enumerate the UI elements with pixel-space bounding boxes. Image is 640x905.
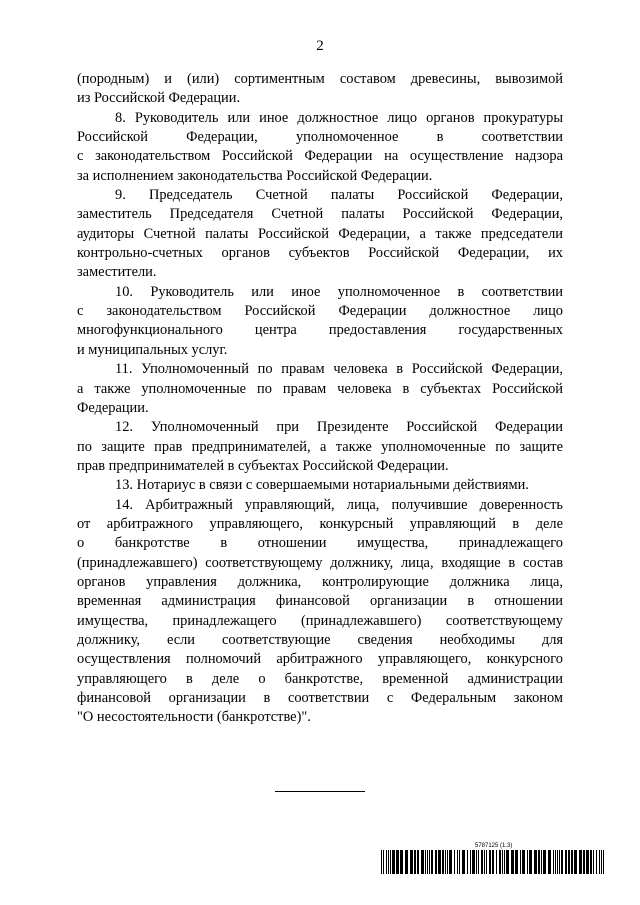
text-line: органов управления должника, контролирующие должника лица,: [77, 573, 563, 590]
text-line: 11. Уполномоченный по правам человека в Российской Федерации,: [115, 361, 563, 378]
text-line: "О несостоятельности (банкротстве)".: [77, 709, 311, 726]
text-line: заместители.: [77, 264, 157, 281]
text-line: а также уполномоченные по правам человека в субъектах Российской: [77, 380, 563, 397]
text-line: от арбитражного управляющего, конкурсный управляющий в деле: [77, 515, 563, 532]
text-line: по защите прав предпринимателей, а также уполномоченные по защите: [77, 438, 563, 455]
page-number: 2: [316, 38, 324, 54]
text-line: Российской Федерации, уполномоченное в соответствии: [77, 129, 563, 146]
text-line: о банкротстве в отношении имущества, принадлежащего: [77, 535, 563, 552]
text-line: 13. Нотариус в связи с совершаемыми нотариальными действиями.: [115, 477, 529, 494]
text-line: с законодательством Российской Федерации на осуществление надзора: [77, 148, 563, 165]
text-line: 10. Руководитель или иное уполномоченное в соответствии: [115, 283, 563, 300]
text-line: с законодательством Российской Федерации должностное лицо: [77, 303, 563, 320]
text-line: из Российской Федерации.: [77, 90, 241, 107]
text-line: 8. Руководитель или иное должностное лицо органов прокуратуры: [115, 109, 563, 126]
text-line: 14. Арбитражный управляющий, лица, получившие доверенность: [115, 496, 563, 513]
text-line: должнику, если соответствующие сведения необходимы для: [77, 631, 563, 648]
text-line: аудиторы Счетной палаты Российской Федерации, а также председатели: [77, 225, 563, 242]
text-line: прав предпринимателей в субъектах Российской Федерации.: [77, 457, 449, 474]
text-line: (принадлежавшего) соответствующему должнику, лица, входящие в состав: [77, 554, 563, 571]
text-line: (породным) и (или) сортиментным составом древесины, вывозимой: [77, 71, 563, 87]
text-line: заместитель Председателя Счетной палаты Российской Федерации,: [77, 206, 563, 223]
text-line: контрольно-счетных органов субъектов Российской Федерации, их: [77, 245, 563, 262]
document-body: [77, 70, 563, 728]
text-line: 9. Председатель Счетной палаты Российской Федерации,: [115, 187, 563, 204]
text-line: за исполнением законодательства Российской Федерации.: [77, 167, 433, 184]
barcode-image: [381, 850, 605, 874]
text-line: осуществления полномочий арбитражного управляющего, конкурсного: [77, 651, 563, 668]
text-line: многофункционального центра предоставления государственных: [77, 322, 563, 339]
text-line: временная администрация финансовой организации в отношении: [77, 593, 563, 610]
text-line: управляющего в деле о банкротстве, временной администрации: [77, 670, 563, 687]
text-line: Федерации.: [77, 399, 149, 416]
text-line: 12. Уполномоченный при Президенте Российской Федерации: [115, 419, 563, 436]
end-of-text-rule: [275, 791, 365, 792]
text-line: финансовой организации в соответствии с Федеральным законом: [77, 690, 563, 706]
text-line: имущества, принадлежащего (принадлежавшего) соответствующему: [77, 612, 563, 629]
text-line: и муниципальных услуг.: [77, 341, 228, 358]
document-code: 5787125 (1.3): [475, 843, 513, 849]
